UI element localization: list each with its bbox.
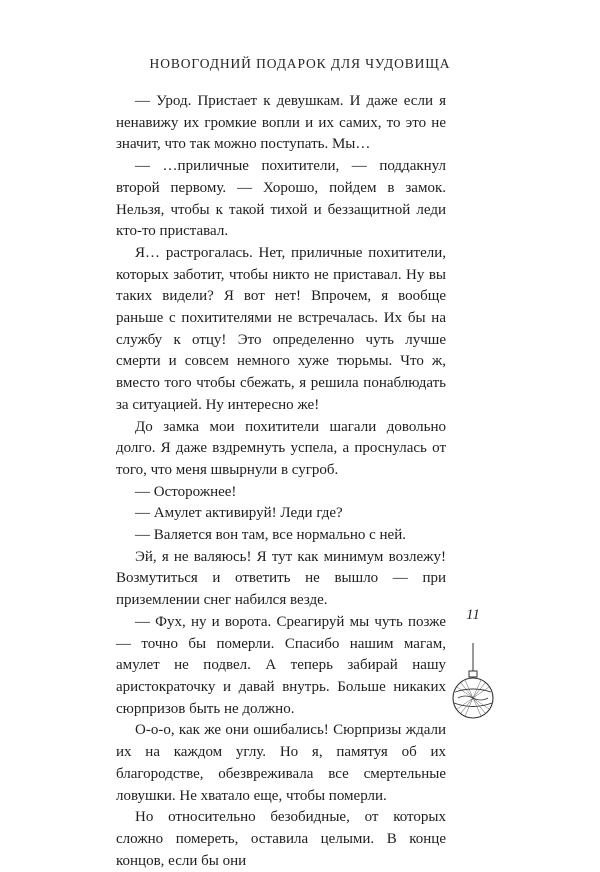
paragraph: — …приличные похитители, — поддакнул второй первому. — Хорошо, пойдем в замок. Нельзя, чтобы к такой тихой и беззащитной леди кто-то приставал. [116, 158, 446, 240]
paragraph: — Фух, ну и ворота. Среагируй мы чуть позже — точно бы померли. Спасибо нашим магам, амулет не подвел. А теперь забирай нашу аристократочку и давай внутрь. Больше никаких сюрпризов быть не должно. [116, 613, 446, 717]
running-head: НОВОГОДНИЙ ПОДАРОК ДЛЯ ЧУДОВИЩА [149, 56, 451, 71]
paragraph: О-о-о, как же они ошибались! Сюрпризы ждали их на каждом углу. Но я, памятуя об их благородстве, обезвреживала все смертельные ловушки. Не хватало еще, чтобы померли. [116, 722, 446, 804]
paragraph: — Осторожнее! [135, 483, 237, 500]
paragraph: Но относительно безобидные, от которых сложно помереть, оставила целыми. В конце концов, если бы они [116, 809, 446, 869]
paragraph: — Урод. Пристает к девушкам. И даже если я ненавижу их громкие вопли и их самих, то это не значит, что так можно поступать. Мы… [116, 93, 446, 153]
christmas-bauble-icon [451, 643, 495, 729]
page-number: 11 [466, 607, 480, 623]
paragraph: До замка мои похитители шагали довольно долго. Я даже вздремнуть успела, а проснулась от того, что меня швырнули в сугроб. [116, 418, 446, 478]
paragraph: — Амулет активируй! Леди где? [135, 505, 343, 522]
body-text [116, 91, 446, 872]
paragraph: — Валяется вон там, все нормально с ней. [135, 527, 406, 544]
paragraph: Я… растрогалась. Нет, приличные похитители, которых заботит, чтобы никто не приставал. Ну вы таких видели? Я вот нет! Впрочем, я вообще раньше с похитителями не встречалась. Их бы на службу к отцу! Это определенно чуть лучше смерти и совсем немного хуже тюрьмы. Что ж, вместо того чтобы сбежать, я решила понаблюдать за ситуацией. Ну интересно же! [116, 244, 446, 413]
paragraph: Эй, я не валяюсь! Я тут как минимум возлежу! Возмутиться и ответить не вышло — при приземлении снег набился везде. [116, 548, 446, 609]
